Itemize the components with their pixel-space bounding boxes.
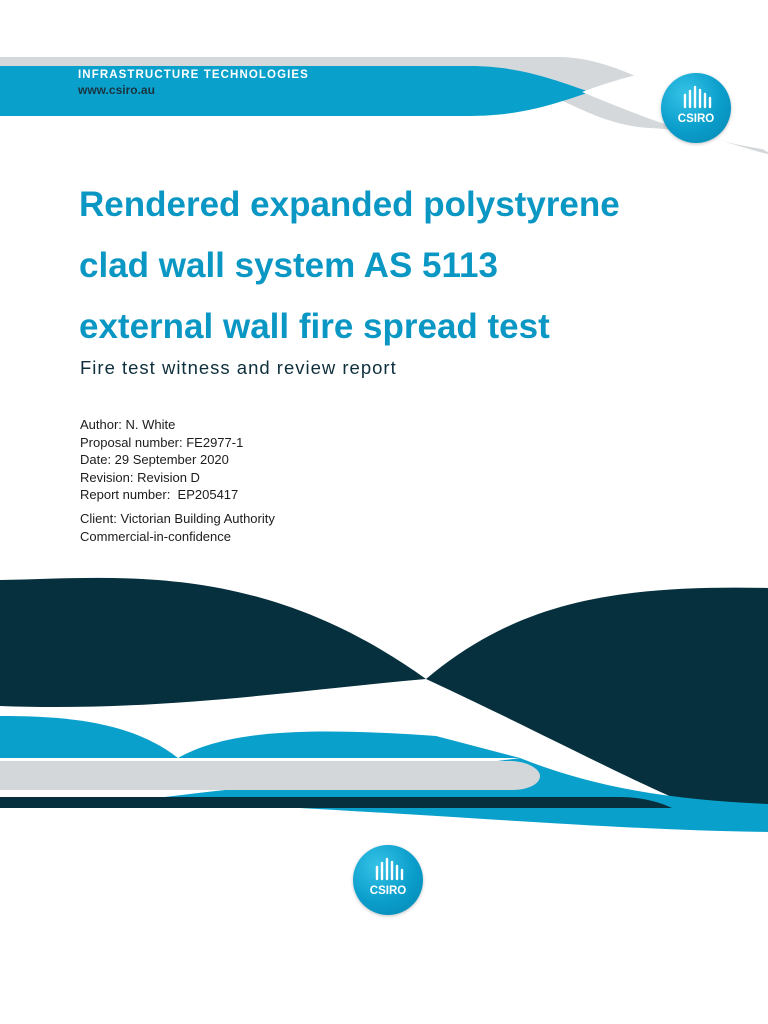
wave-dark-left bbox=[0, 578, 426, 707]
client-line: Client: Victorian Building Authority bbox=[80, 510, 275, 526]
division-name: INFRASTRUCTURE TECHNOLOGIES bbox=[78, 69, 309, 81]
csiro-logo-top bbox=[661, 73, 731, 143]
report-details bbox=[80, 416, 275, 545]
csiro-logo-bottom bbox=[353, 845, 423, 915]
csiro-logo-icon bbox=[661, 73, 731, 143]
date-line: Date: 29 September 2020 bbox=[80, 452, 229, 468]
report-number-line: Report number: EP205417 bbox=[80, 487, 239, 503]
report-title bbox=[79, 174, 739, 357]
title-line: clad wall system AS 5113 bbox=[79, 246, 498, 285]
confidentiality-line: Commercial-in-confidence bbox=[80, 528, 231, 544]
logo-text: CSIRO bbox=[677, 113, 715, 125]
wave-dark-stripe bbox=[0, 797, 672, 808]
wave-grey-band bbox=[0, 761, 540, 790]
website-link[interactable]: www.csiro.au bbox=[78, 83, 155, 97]
author-line: Author: N. White bbox=[80, 417, 176, 432]
revision-line: Revision: Revision D bbox=[80, 469, 200, 485]
wave-blue-left bbox=[0, 716, 178, 758]
title-line: external wall fire spread test bbox=[79, 307, 550, 346]
header-text bbox=[78, 68, 309, 97]
csiro-logo-icon bbox=[353, 845, 423, 915]
proposal-number-line: Proposal number: FE2977-1 bbox=[80, 434, 244, 450]
logo-text: CSIRO bbox=[369, 885, 407, 897]
wave-blue-middle bbox=[178, 731, 520, 758]
title-line: Rendered expanded polystyrene bbox=[79, 185, 620, 224]
report-subtitle: Fire test witness and review report bbox=[80, 357, 397, 378]
